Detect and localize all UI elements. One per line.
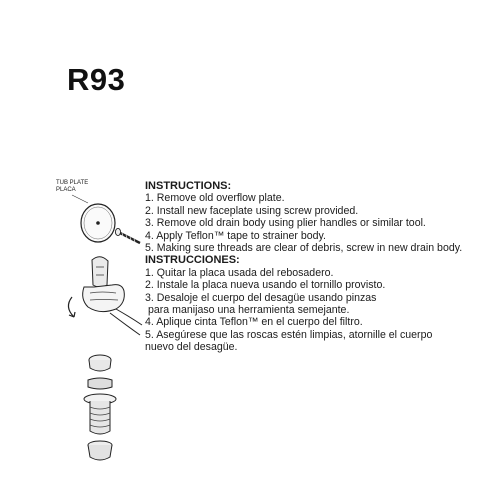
instruction-step-en: 1. Remove old overflow plate. bbox=[145, 192, 285, 205]
instruction-step-es: 4. Aplique cinta Teflon™ en el cuerpo del filtro. bbox=[145, 316, 363, 329]
tub-plate-label-en: TUB PLATE bbox=[56, 180, 89, 186]
instruction-step-en: 4. Apply Teflon™ tape to strainer body. bbox=[145, 229, 326, 242]
screw-icon bbox=[115, 228, 140, 243]
instructions-panel bbox=[145, 180, 490, 354]
instruction-step-en: 5. Making sure threads are clear of debris, screw in new drain body. bbox=[145, 242, 463, 255]
instruction-step-en: 2. Install new faceplate using screw provided. bbox=[145, 204, 359, 217]
pliers-hand-icon bbox=[68, 257, 142, 335]
instruction-step-es: nuevo del desagüe. bbox=[145, 341, 238, 354]
tub-plate-label-es: PLACA bbox=[56, 187, 76, 193]
instructions-heading-en: INSTRUCTIONS: bbox=[145, 180, 232, 192]
instruction-step-es: para manijaso una herramienta semejante. bbox=[148, 304, 350, 317]
faceplate-icon bbox=[81, 204, 115, 242]
installation-illustration bbox=[50, 175, 145, 475]
instruction-step-es: 3. Desaloje el cuerpo del desagüe usando pinzas bbox=[145, 291, 377, 304]
instruction-step-es: 5. Asegúrese que las roscas estén limpias, atornille el cuerpo bbox=[145, 328, 433, 341]
instruction-step-es: 1. Quitar la placa usada del rebosadero. bbox=[145, 266, 334, 279]
model-number: R93 bbox=[67, 62, 126, 97]
instructions-heading-es: INSTRUCCIONES: bbox=[145, 254, 240, 267]
drain-body-icon bbox=[84, 378, 116, 460]
instruction-step-es: 2. Instale la placa nueva usando el tornillo provisto. bbox=[145, 279, 386, 292]
strainer-cap-icon bbox=[89, 355, 111, 371]
instruction-step-en: 3. Remove old drain body using plier handles or similar tool. bbox=[145, 217, 426, 230]
